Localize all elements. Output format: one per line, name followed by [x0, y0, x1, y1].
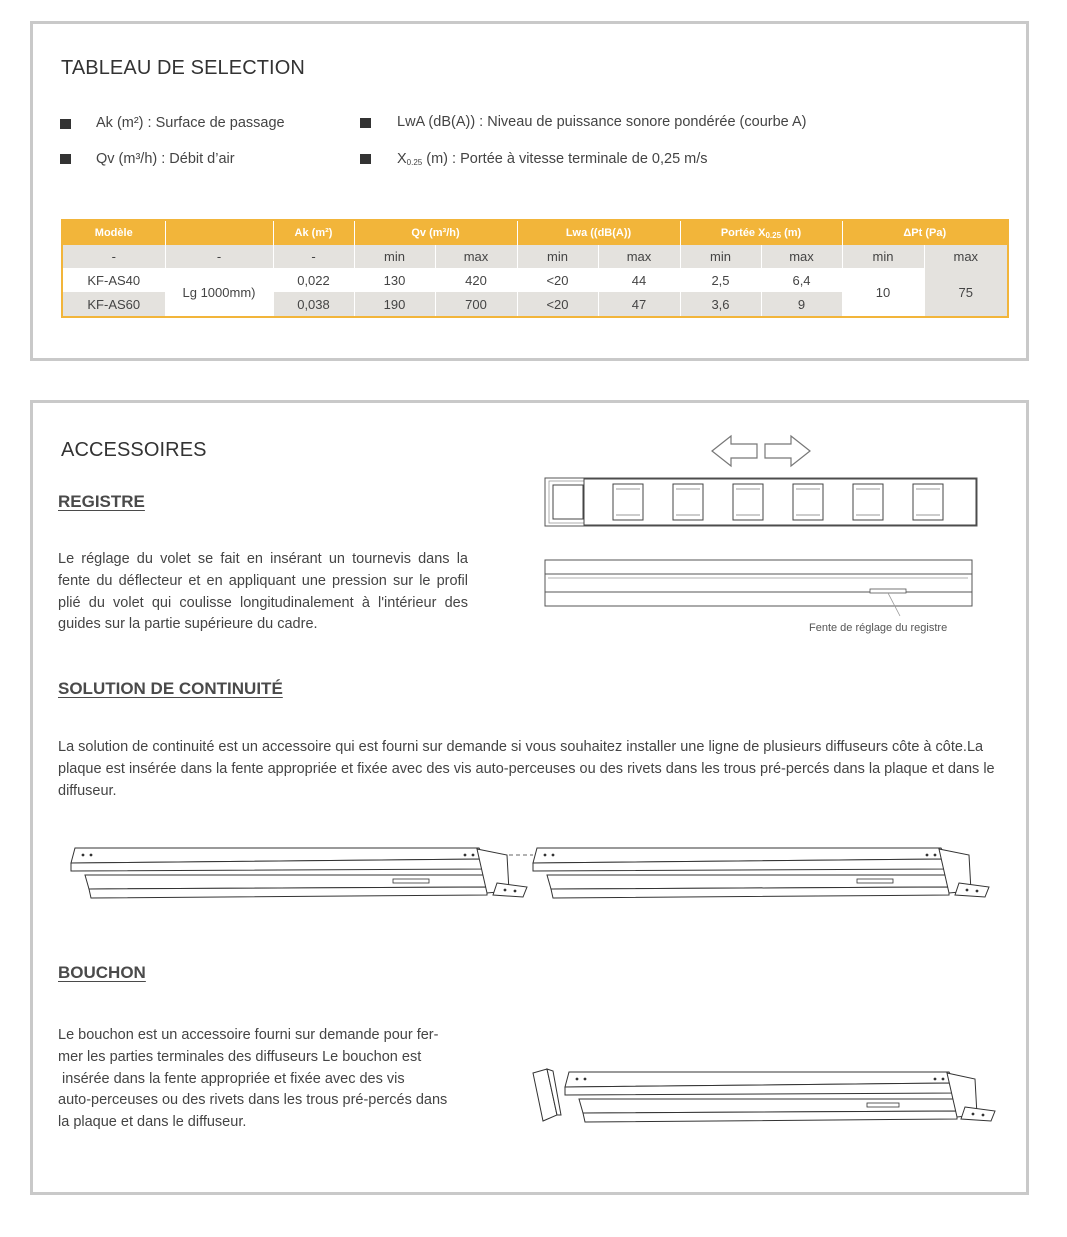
accessories-title: ACCESSOIRES — [61, 439, 207, 461]
cell-ak: 0,038 — [273, 292, 354, 317]
subheader-cell: min — [680, 245, 761, 268]
registre-title: REGISTRE — [58, 492, 145, 511]
header-qv: Qv (m³/h) — [354, 220, 517, 245]
header-dpt: ΔPt (Pa) — [842, 220, 1008, 245]
bouchon-line: auto-perceuses ou des rivets dans les trous pré-percés dans — [58, 1092, 448, 1109]
header-blank — [165, 220, 273, 245]
cell-ak: 0,022 — [273, 268, 354, 292]
cell-lwa-min: <20 — [517, 268, 598, 292]
subheader-cell: max — [761, 245, 842, 268]
selection-panel — [30, 21, 1029, 361]
bouchon-line: la plaque et dans le diffuseur. — [58, 1114, 247, 1131]
bouchon-line: mer les parties terminales des diffuseurs Le bouchon est — [58, 1048, 422, 1065]
registre-top-view — [544, 477, 980, 529]
bouchon-line: insérée dans la fente appropriée et fixée avec des vis — [58, 1070, 405, 1087]
continuite-text: La solution de continuité est un accessoire qui est fourni sur demande si vous souhaitez installer une ligne de plusieurs diffuseurs côte à côte.La plaque est insérée dans la fente appropriée et fixée avec des vis auto-perceuses ou des rivets dans les trous pré-percés dans la plaque et dans le diffuseur. — [58, 739, 995, 799]
legend-x025: $X_{0.25}$ (m) : Portée à vitesse terminale de 0,25 m/s — [397, 151, 708, 167]
bouchon-text — [58, 1025, 478, 1134]
table-header-row — [62, 220, 1008, 245]
table-row — [62, 268, 1008, 292]
legend-lwa: LwA (dB(A)) : Niveau de puissance sonore pondérée (courbe A) — [397, 114, 807, 130]
subheader-cell: - — [165, 245, 273, 268]
legend-ak: Ak (m²) : Surface de passage — [96, 115, 285, 131]
bouchon-line: Le bouchon est un accessoire fourni sur demande pour fer- — [58, 1027, 439, 1043]
double-arrow-icon — [709, 433, 819, 469]
subheader-cell: max — [598, 245, 680, 268]
cell-dpt-min: 10 — [842, 268, 924, 317]
cell-x-min: 3,6 — [680, 292, 761, 317]
bullet-icon — [360, 154, 371, 164]
subheader-cell: min — [842, 245, 924, 268]
header-portee: Portée $X_{0.25}$ (m) — [680, 220, 842, 245]
cell-qv-max: 700 — [435, 292, 517, 317]
registre-side-view — [544, 558, 976, 610]
bullet-icon — [60, 154, 71, 164]
cell-length: Lg 1000mm) — [165, 268, 273, 317]
table-subheader-row — [62, 245, 1008, 268]
cell-x-min: 2,5 — [680, 268, 761, 292]
bullet-icon — [60, 119, 71, 129]
subheader-cell: min — [517, 245, 598, 268]
subheader-cell: max — [924, 245, 1008, 268]
cell-x-max: 6,4 — [761, 268, 842, 292]
cell-model: KF-AS60 — [62, 292, 165, 317]
selection-title: TABLEAU DE SELECTION — [61, 57, 305, 79]
cell-dpt-max: 75 — [924, 268, 1008, 317]
cell-lwa-max: 47 — [598, 292, 680, 317]
bullet-icon — [360, 118, 371, 128]
subheader-cell: min — [354, 245, 435, 268]
registre-text: Le réglage du volet se fait en insérant un tournevis dans la fente du déflecteur et en appliquant une pression sur le profil plié du volet qui coulisse longitudinalement à l'intérieur des guides sur la partie supérieure du cadre. — [58, 551, 468, 633]
subheader-cell: - — [273, 245, 354, 268]
subheader-cell: - — [62, 245, 165, 268]
cell-lwa-min: <20 — [517, 292, 598, 317]
continuite-title: SOLUTION DE CONTINUITÉ — [58, 679, 283, 698]
cell-lwa-max: 44 — [598, 268, 680, 292]
cell-model: KF-AS40 — [62, 268, 165, 292]
bouchon-drawing — [527, 1067, 997, 1127]
registre-caption: Fente de réglage du registre — [809, 622, 948, 634]
subheader-cell: max — [435, 245, 517, 268]
selection-table — [61, 219, 1009, 318]
legend-qv: Qv (m³/h) : Débit d’air — [96, 151, 235, 167]
cell-qv-min: 130 — [354, 268, 435, 292]
cell-qv-min: 190 — [354, 292, 435, 317]
header-ak: Ak (m²) — [273, 220, 354, 245]
cell-qv-max: 420 — [435, 268, 517, 292]
header-model: Modèle — [62, 220, 165, 245]
accessories-panel — [30, 400, 1029, 1195]
continuite-drawing — [67, 843, 997, 903]
header-lwa: Lwa ((dB(A)) — [517, 220, 680, 245]
bouchon-title: BOUCHON — [58, 963, 146, 982]
cell-x-max: 9 — [761, 292, 842, 317]
